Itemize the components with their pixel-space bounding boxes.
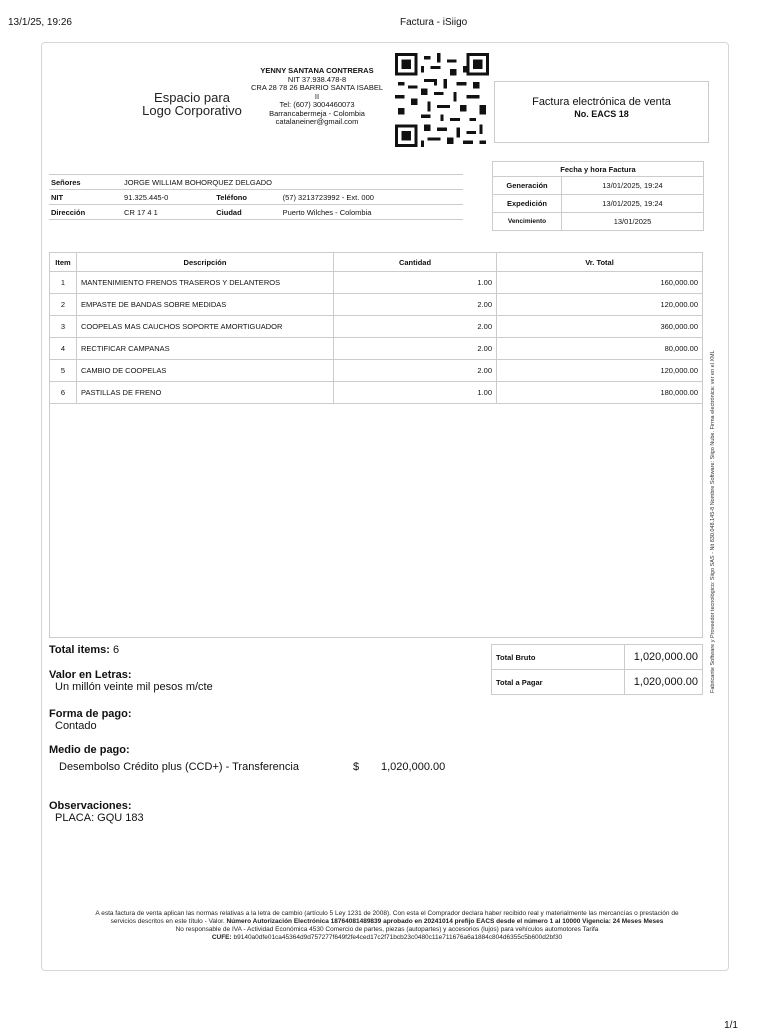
client-city-label: Ciudad — [214, 205, 280, 220]
observations-label: Observaciones: — [49, 800, 132, 812]
items-table-container — [49, 252, 703, 638]
authorization-text: Número Autorización Electrónica 18764081489839 aprobado en 20241014 prefijo EACS desde el número 1 al 10000 Vigencia: 24 Meses Meses — [226, 918, 664, 925]
row-description: PASTILLAS DE FRENO — [77, 382, 334, 404]
tax-activity-text: No responsable de IVA - Actividad Económica 4530 Comercio de partes, piezas (autopartes) y accesorios (lujos) para vehículos automotores Tarifa — [175, 926, 599, 933]
observations-value: PLACA: GQU 183 — [55, 812, 144, 824]
dates-header: Fecha y hora Factura — [493, 162, 704, 177]
row-quantity: 2.00 — [334, 360, 497, 382]
client-city: Puerto Wilches - Colombia — [281, 205, 463, 220]
row-description: EMPASTE DE BANDAS SOBRE MEDIDAS — [77, 294, 334, 316]
row-quantity: 2.00 — [334, 294, 497, 316]
due-date: 13/01/2025 — [562, 213, 704, 231]
issuer-info — [237, 67, 397, 127]
row-total: 360,000.00 — [497, 316, 703, 338]
row-quantity: 2.00 — [334, 338, 497, 360]
amount-in-words-value: Un millón veinte mil pesos m/cte — [55, 681, 213, 693]
row-description: CAMBIO DE COOPELAS — [77, 360, 334, 382]
logo-line1: Espacio para — [154, 90, 230, 105]
row-total: 180,000.00 — [497, 382, 703, 404]
row-description: MANTENIMIENTO FRENOS TRASEROS Y DELANTEROS — [77, 272, 334, 294]
row-quantity: 2.00 — [334, 316, 497, 338]
issuer-phone: Tel: (607) 3004460073 — [279, 100, 355, 109]
row-total: 120,000.00 — [497, 294, 703, 316]
row-description: RECTIFICAR CAMPANAS — [77, 338, 334, 360]
document-type-box — [494, 81, 709, 143]
payment-form-label: Forma de pago: — [49, 708, 132, 720]
header-quantity: Cantidad — [334, 253, 497, 272]
payment-method-label: Medio de pago: — [49, 744, 130, 756]
logo-line2: Logo Corporativo — [142, 103, 242, 118]
document-number: No. EACS 18 — [574, 109, 629, 119]
client-name: JORGE WILLIAM BOHORQUEZ DELGADO — [122, 175, 463, 190]
total-items-value: 6 — [112, 644, 120, 656]
items-table — [50, 253, 702, 404]
client-address-label: Dirección — [49, 205, 122, 220]
client-info-table — [49, 174, 463, 220]
issuer-address-2: II — [314, 91, 320, 101]
cufe-value: b9140a0dfe01ca45364d9d757277f649f2fe4ced17c2f71bcb23c0480c11e711676a6a1884c804d6355c5b600d2bf30 — [233, 934, 563, 941]
total-pagar-value: 1,020,000.00 — [625, 670, 703, 695]
issuer-email: catalaneiner@gmail.com — [275, 117, 359, 126]
table-row — [50, 382, 702, 404]
issuer-nit: NIT 37.938.478-8 — [287, 74, 347, 84]
software-provider-note: Fabricante Software y Proveedor tecnológico: Siigo SAS - Nit 830.048.145-8 Nombre Software: Siigo Nube. Firma electrónica: ver en el XML — [710, 350, 716, 693]
row-total: 160,000.00 — [497, 272, 703, 294]
client-address: CR 17 4 1 — [122, 205, 214, 220]
row-quantity: 1.00 — [334, 272, 497, 294]
totals-table — [491, 644, 703, 695]
client-nit: 91.325.445-0 — [122, 190, 214, 205]
invoice-dates-table — [492, 161, 704, 231]
payment-amount: 1,020,000.00 — [381, 761, 446, 773]
payment-method-value: Desembolso Crédito plus (CCD+) - Transferencia — [59, 761, 299, 773]
row-quantity: 1.00 — [334, 382, 497, 404]
table-row — [50, 360, 702, 382]
header-total: Vr. Total — [497, 253, 703, 272]
qr-code-icon — [395, 53, 489, 147]
table-row — [50, 338, 702, 360]
legal-notice — [87, 910, 687, 942]
row-total: 80,000.00 — [497, 338, 703, 360]
payment-method-section — [49, 744, 130, 756]
expedition-label: Expedición — [493, 195, 562, 213]
header-item: Item — [50, 253, 77, 272]
client-phone: (57) 3213723992 - Ext. 000 — [281, 190, 463, 205]
total-items-section — [49, 644, 119, 656]
amount-in-words-label: Valor en Letras: — [49, 669, 132, 681]
print-title: Factura - iSiigo — [400, 17, 468, 28]
total-pagar-label: Total a Pagar — [492, 670, 625, 695]
amount-in-words-section — [49, 669, 213, 693]
document-type: Factura electrónica de venta — [532, 96, 671, 108]
generation-date: 13/01/2025, 19:24 — [562, 177, 704, 195]
row-total: 120,000.00 — [497, 360, 703, 382]
due-label: Vencimiento — [493, 213, 562, 231]
header-description: Descripción — [77, 253, 334, 272]
issuer-name: YENNY SANTANA CONTRERAS — [260, 66, 374, 75]
table-row — [50, 316, 702, 338]
expedition-date: 13/01/2025, 19:24 — [562, 195, 704, 213]
row-number: 1 — [50, 272, 77, 294]
row-number: 2 — [50, 294, 77, 316]
page-number: 1/1 — [724, 1020, 738, 1031]
payment-form-section — [49, 708, 132, 732]
row-number: 4 — [50, 338, 77, 360]
table-row — [50, 272, 702, 294]
client-nit-label: NIT — [49, 190, 122, 205]
total-items-label: Total items: — [49, 644, 110, 656]
observations-section — [49, 800, 144, 824]
row-number: 3 — [50, 316, 77, 338]
generation-label: Generación — [493, 177, 562, 195]
row-description: COOPELAS MAS CAUCHOS SOPORTE AMORTIGUADOR — [77, 316, 334, 338]
logo-placeholder — [132, 91, 252, 117]
client-name-label: Señores — [49, 175, 122, 190]
row-number: 5 — [50, 360, 77, 382]
legal-text: A esta factura de venta aplican las normas relativas a la letra de cambio (artículo 5 Ley 1231 de 2008). Con esta el Comprador declara haber recibido real y materialmente las mercancías o prestación de servicios descritos en este título - Valor. — [95, 910, 679, 925]
issuer-address: CRA 28 78 26 BARRIO SANTA ISABEL — [250, 83, 383, 92]
payment-currency: $ — [353, 761, 360, 773]
print-date: 13/1/25, 19:26 — [8, 17, 72, 28]
payment-form-value: Contado — [55, 720, 97, 732]
table-row — [50, 294, 702, 316]
cufe-label: CUFE: — [211, 934, 232, 941]
row-number: 6 — [50, 382, 77, 404]
issuer-city: Barrancabermeja - Colombia — [269, 108, 365, 118]
client-phone-label: Teléfono — [214, 190, 280, 205]
invoice-sheet — [41, 42, 729, 971]
total-bruto-label: Total Bruto — [492, 645, 625, 670]
total-bruto-value: 1,020,000.00 — [625, 645, 703, 670]
